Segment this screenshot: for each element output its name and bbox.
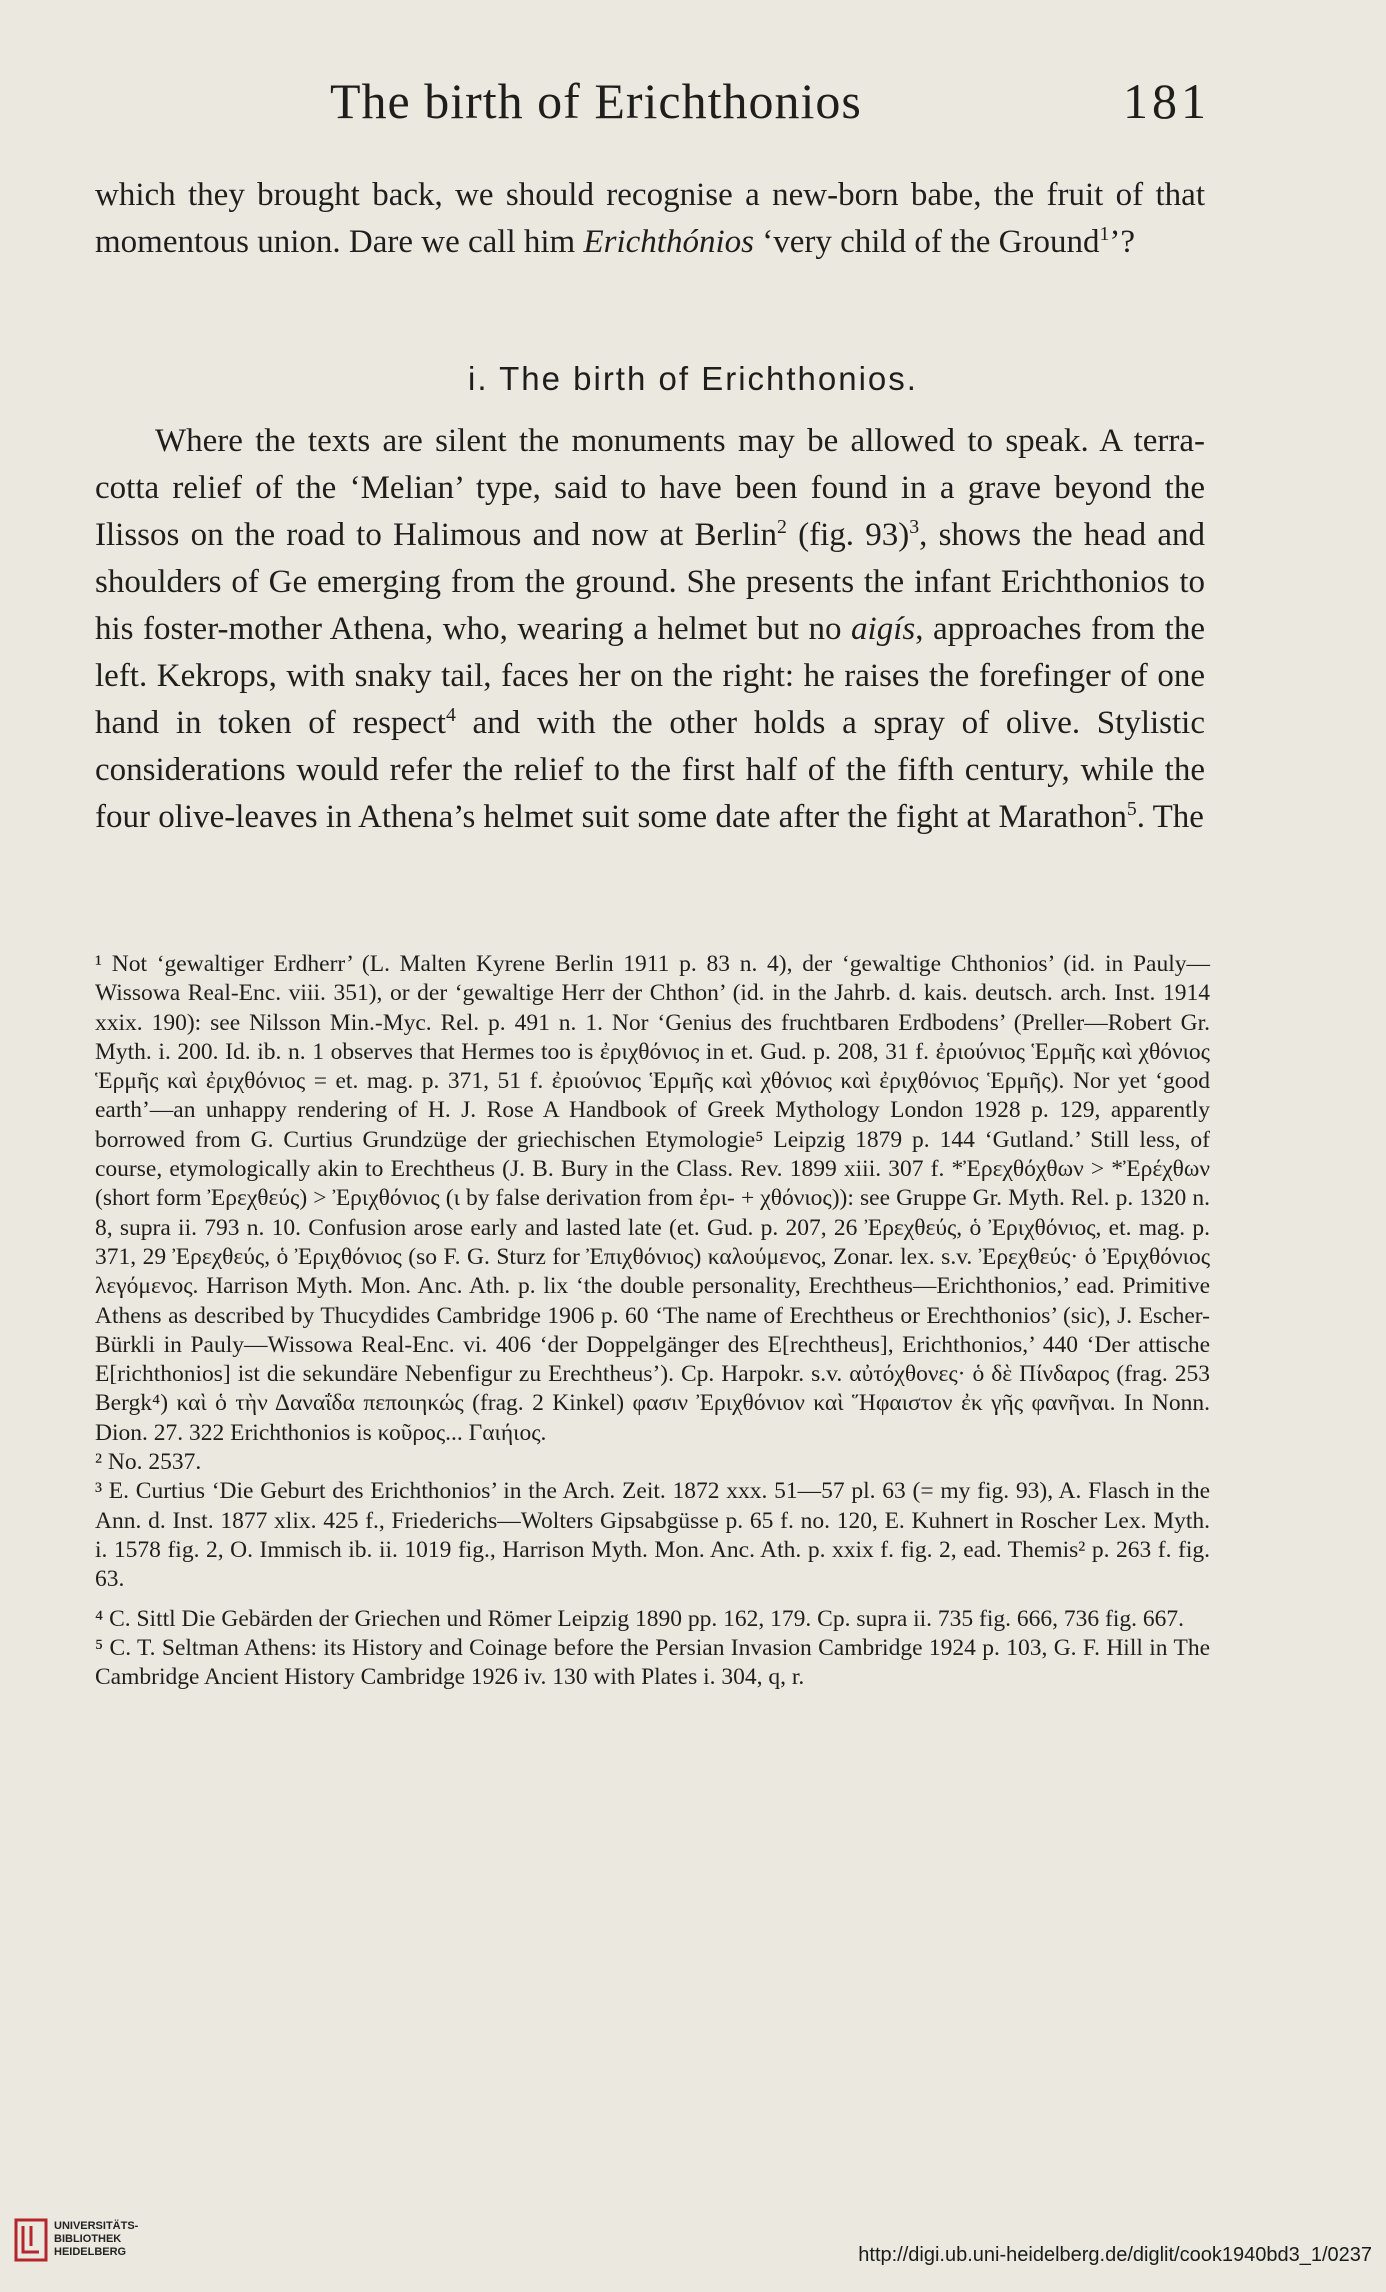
intro-paragraph (95, 172, 1205, 266)
main-paragraph (95, 418, 1205, 841)
logo-line-3: HEIDELBERG (54, 2246, 127, 2258)
main-text: Where the texts are silent the monuments may be allowed to speak. A terra-cotta relief of the ‘Melian’ type, said to have been found in a grave beyond the Ilissos on the road to Halimous and now at Berlin (95, 423, 1205, 553)
footnote-ref-3[interactable]: 3 (909, 516, 920, 538)
footnote-ref-5[interactable]: 5 (1126, 798, 1137, 820)
page-number: 181 (1123, 73, 1210, 129)
logo-line-1: UNIVERSITÄTS- (54, 2220, 139, 2232)
main-text: (fig. 93) (786, 517, 910, 553)
intro-text: ‘very child of the Ground (753, 224, 1100, 260)
library-seal-icon (14, 2218, 48, 2262)
main-text: . The (1136, 799, 1204, 835)
footnote-4: ⁴ C. Sittl Die Gebärden der Griechen und Römer Leipzig 1890 pp. 162, 179. Cp. supra ii. 735 fig. 666, 736 fig. 667. (95, 1605, 1185, 1632)
running-head (330, 72, 1210, 130)
running-head-title: The birth of Erichthonios (330, 73, 862, 129)
source-url-link[interactable]: http://digi.ub.uni-heidelberg.de/diglit/cook1940bd3_1/0237 (858, 2244, 1372, 2266)
main-text: and with the other holds a spray of olive. Stylistic considerations would refer the relief to the first half of the fifth century, while the four olive-leaves in Athena’s helmet suit some date after the fight at Marathon (95, 705, 1205, 835)
intro-text: ’? (1109, 224, 1136, 260)
footnote-1: ¹ Not ‘gewaltiger Erdherr’ (L. Malten Kyrene Berlin 1911 p. 83 n. 4), der ‘gewaltige Chthonios’ (id. in Pauly—Wissowa Real-Enc. viii. 351), or der ‘gewaltige Herr der Chthon’ (id. in the Jahrb. d. kais. deutsch. arch. Inst. 1914 xxix. 190): see Nilsson Min.-Myc. Rel. p. 491 n. 1. Nor ‘Genius des fruchtbaren Erdbodens’ (Preller—Robert Gr. Myth. i. 200. Id. ib. n. 1 observes that Hermes too is ἐριχθόνιος in et. Gud. p. 208, 31 f. ἐριούνιος Ἑρμῆς καὶ χθόνιος Ἑρμῆς καὶ ἐριχθόνιος = et. mag. p. 371, 51 f. ἐριούνιος Ἑρμῆς καὶ χθόνιος καὶ ἐριχθόνιος Ἑρμῆς). Nor yet ‘good earth’—an unhappy rendering of H. J. Rose A Handbook of Greek Mythology London 1928 p. 129, apparently borrowed from G. Curtius Grundzüge der griechischen Etymologie⁵ Leipzig 1879 p. 144 ‘Gutland.’ Still less, of course, etymologically akin to Erechtheus (J. B. Bury in the Class. Rev. 1899 xiii. 307 f. *Ἐρεχθόχθων > *Ἐρέχθων (short form Ἐρεχθεύς) > Ἐριχθόνιος (ι by false derivation from ἐρι- + χθόνιος)): see Gruppe Gr. Myth. Rel. p. 1320 n. 8, supra ii. 793 n. 10. Confusion arose early and lasted late (et. Gud. p. 207, 26 Ἐρεχθεύς, ὁ Ἐριχθόνιος, et. mag. p. 371, 29 Ἐρεχθεύς, ὁ Ἐριχθόνιος (so F. G. Sturz for Ἐπιχθόνιος) καλούμενος, Zonar. lex. s.v. Ἐρεχθεύς· ὁ Ἐριχθόνιος λεγόμενος. Harrison Myth. Mon. Anc. Ath. p. lix ‘the double personality, Erechtheus—Erichthonios,’ ead. Primitive Athens as described by Thucydides Cambridge 1906 p. 60 ‘The name of Erechtheus or Erechthonios’ (sic), J. Escher-Bürkli in Pauly—Wissowa Real-Enc. vi. 406 ‘der Doppelgänger des E[rechtheus], Erichthonios,’ 440 ‘Der attische E[richthonios] ist die sekundäre Nebenfigur zu Erechtheus’). Cp. Harpokr. s.v. αὐτόχθονες· ὁ δὲ Πίνδαρος (frag. 253 Bergk⁴) καὶ ὁ τὴν Δαναΐδα πεποιηκώς (frag. 2 Kinkel) φασιν Ἐριχθόνιον καὶ Ἥφαιστον ἐκ γῆς φανῆναι. In Nonn. Dion. 27. 322 Erichthonios is κοῦρος... Γαιήιος. (95, 951, 1210, 1446)
intro-text: which they brought back, we should recognise a new-born babe, the fruit of that momentous union. Dare we call him (95, 177, 1205, 260)
intro-italic-term: Erichthónios (583, 224, 754, 260)
footnote-2: ² No. 2537. (95, 1449, 202, 1476)
footnote-ref-1[interactable]: 1 (1099, 223, 1110, 245)
main-italic-term: aigís (851, 611, 916, 647)
main-text: , approaches from the left. Kekrops, with snaky tail, faces her on the right: he raises the forefinger of one hand in token of respect (95, 611, 1205, 741)
section-heading: i. The birth of Erichthonios. (468, 360, 918, 397)
main-text: , shows the head and shoulders of Ge emerging from the ground. She presents the infant Erichthonios to his foster-mother Athena, who, wearing a helmet but no (95, 517, 1206, 647)
footnote-ref-4[interactable]: 4 (445, 704, 456, 726)
footnotes (95, 950, 1210, 1692)
footnote-ref-2[interactable]: 2 (777, 516, 787, 538)
footnote-spacer (95, 1595, 1210, 1605)
logo-line-2: BIBLIOTHEK (54, 2233, 122, 2245)
library-logo[interactable] (14, 2218, 144, 2280)
footnote-5: ⁵ C. T. Seltman Athens: its History and Coinage before the Persian Invasion Cambridge 1924 p. 103, G. F. Hill in The Cambridge Ancient History Cambridge 1926 iv. 130 with Plates i. 304, q, r. (95, 1634, 1210, 1691)
footnote-3: ³ E. Curtius ‘Die Geburt des Erichthonios’ in the Arch. Zeit. 1872 xxx. 51—57 pl. 63 (= my fig. 93), A. Flasch in the Ann. d. Inst. 1877 xlix. 425 f., Friederichs—Wolters Gipsabgüsse p. 65 f. no. 120, E. Kuhnert in Roscher Lex. Myth. i. 1578 fig. 2, O. Immisch ib. ii. 1019 fig., Harrison Myth. Mon. Anc. Ath. p. xxix f. fig. 2, ead. Themis² p. 263 f. fig. 63. (95, 1478, 1210, 1593)
